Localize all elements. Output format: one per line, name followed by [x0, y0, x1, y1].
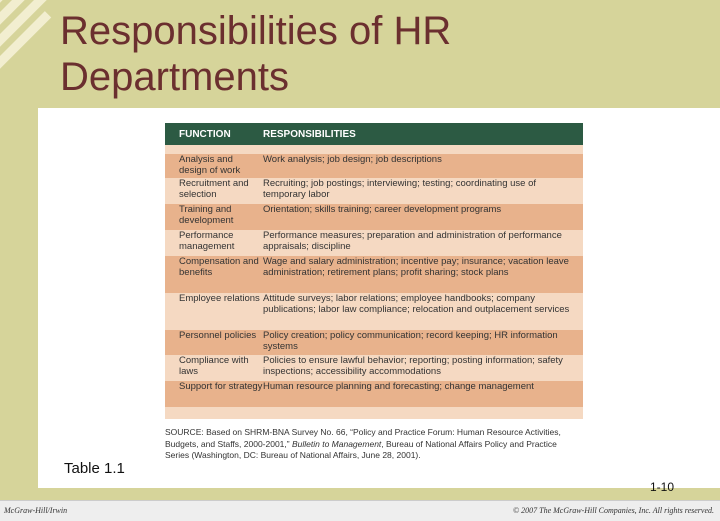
table-row: [165, 381, 583, 407]
header-function: FUNCTION: [179, 128, 231, 140]
slide-title: Responsibilities of HR Departments: [60, 9, 452, 99]
row-responsibilities: Attitude surveys; labor relations; employee handbooks; company publications; labor law compliance; relocation and outplacement services: [263, 293, 570, 315]
row-function: Performance management: [179, 230, 235, 252]
table-source-note: [165, 419, 583, 468]
footer-copyright: © 2007 The McGraw-Hill Companies, Inc. All rights reserved.: [513, 506, 714, 515]
row-responsibilities: Performance measures; preparation and administration of performance appraisals; discipline: [263, 230, 562, 252]
row-function: Employee relations: [179, 293, 260, 304]
row-responsibilities: Orientation; skills training; career development programs: [263, 204, 502, 215]
row-function: Training and development: [179, 204, 234, 226]
table-row: [165, 256, 583, 293]
row-function: Analysis and design of work: [179, 154, 241, 176]
row-responsibilities: Work analysis; job design; job descriptions: [263, 154, 442, 165]
row-responsibilities: Recruiting; job postings; interviewing; testing; coordinating use of temporary labor: [263, 178, 537, 200]
table-row: [165, 204, 583, 230]
source-journal: Bulletin to Management: [291, 438, 382, 449]
row-function: Compliance with laws: [179, 355, 249, 377]
table-row: [165, 330, 583, 355]
slide-footer: [0, 500, 720, 521]
table-caption: Table 1.1: [64, 460, 125, 477]
row-responsibilities: Wage and salary administration; incentive pay; insurance; vacation leave administration; retirement plans; profit sharing; stock plans: [263, 256, 569, 278]
row-responsibilities: Policy creation; policy communication; record keeping; HR information systems: [263, 330, 558, 352]
table-row: [165, 178, 583, 204]
source-suffix: , Bureau of National Affairs Policy and Practice Series (Washington, DC: Bureau of National Affairs, June 28, 2001).: [165, 438, 557, 460]
row-responsibilities: Human resource planning and forecasting; change management: [263, 381, 534, 392]
table-spacer: [165, 407, 583, 419]
table-header: [165, 123, 583, 145]
source-prefix: SOURCE: Based on SHRM-BNA Survey No. 66, “Policy and Practice Forum: Human Resource Activities, Budgets, and Staffs, 2000-2001,”: [165, 427, 561, 449]
header-responsibilities: RESPONSIBILITIES: [263, 128, 356, 140]
responsibilities-table: [165, 123, 583, 468]
corner-stripes-decoration: [0, 0, 60, 70]
row-function: Recruitment and selection: [179, 178, 249, 200]
table-row: [165, 230, 583, 256]
row-function: Compensation and benefits: [179, 256, 259, 278]
row-function: Support for strategy: [179, 381, 263, 392]
table-row: [165, 154, 583, 178]
table-row: [165, 293, 583, 330]
row-function: Personnel policies: [179, 330, 257, 341]
page-number: 1-10: [650, 480, 675, 494]
row-responsibilities: Policies to ensure lawful behavior; reporting; posting information; safety inspections; accessibility accommodations: [263, 355, 563, 377]
footer-publisher: McGraw-Hill/Irwin: [4, 506, 68, 515]
table-spacer: [165, 145, 583, 154]
table-row: [165, 355, 583, 381]
